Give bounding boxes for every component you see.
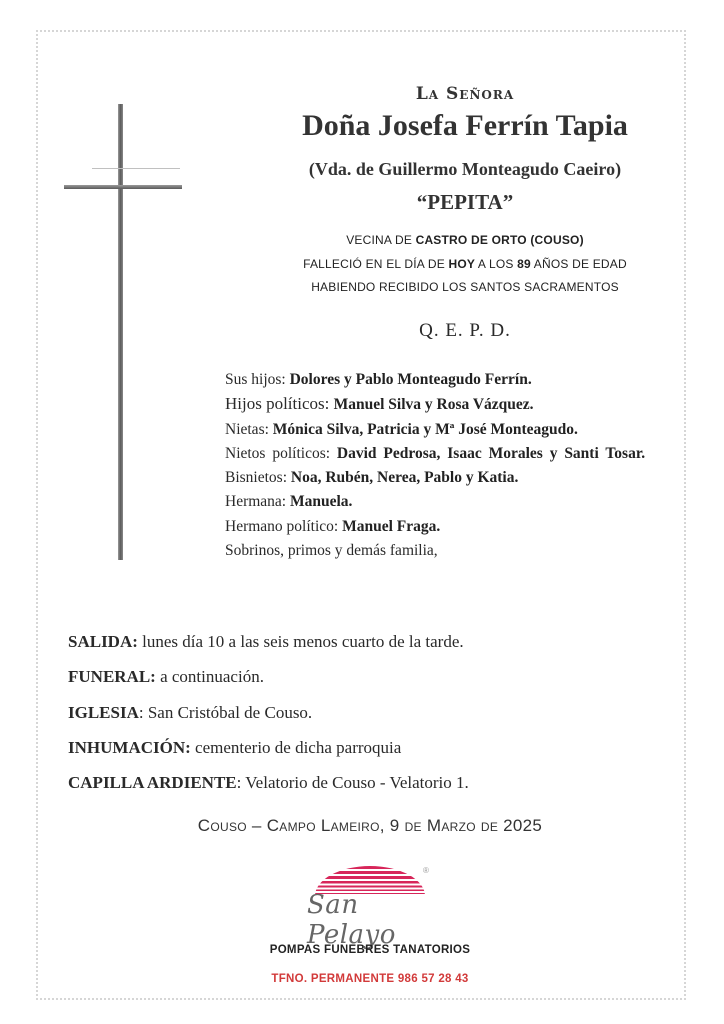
company-logo: ® San Pelayo	[295, 858, 445, 938]
qepd: Q. E. P. D.	[419, 320, 511, 341]
service-capilla: CAPILLA ARDIENTE: Velatorio de Couso - Velatorio 1.	[68, 773, 469, 792]
logo-text: San Pelayo	[307, 890, 396, 950]
family-list	[225, 368, 675, 563]
place-date: Couso – Campo Lameiro, 9 de Marzo de 2025	[197, 816, 543, 835]
family-row: Hermano político: Manuel Fraga.	[225, 517, 441, 535]
family-row: Nietas: Mónica Silva, Patricia y Mª José Monteagudo.	[225, 420, 578, 438]
phone-line: TFNO. PERMANENTE 986 57 28 43	[271, 973, 469, 985]
service-funeral: FUNERAL: a continuación.	[68, 667, 264, 686]
title-prefix: La Señora	[415, 84, 515, 104]
service-salida: SALIDA: lunes día 10 a las seis menos cuarto de la tarde.	[68, 632, 464, 651]
family-row: Sus hijos: Dolores y Pablo Monteagudo Ferrín.	[225, 371, 532, 388]
family-row: Hijos políticos: Manuel Silva y Rosa Vázquez.	[225, 394, 534, 414]
family-row: Nietos políticos: David Pedrosa, Isaac Morales y Santi Tosar.	[225, 444, 646, 462]
family-row: Sobrinos, primos y demás familia,	[225, 542, 438, 560]
sacraments-line: HABIENDO RECIBIDO LOS SANTOS SACRAMENTOS	[311, 280, 619, 294]
nickname: “PEPITA”	[416, 190, 514, 214]
residence-line: VECINA DE CASTRO DE ORTO (COUSO)	[346, 233, 584, 247]
service-inhumacion: INHUMACIÓN: cementerio de dicha parroquia	[68, 738, 402, 757]
family-row: Hermana: Manuela.	[225, 493, 353, 511]
company-tagline: POMPAS FUNEBRES TANATORIOS	[269, 944, 471, 956]
service-iglesia: IGLESIA: San Cristóbal de Couso.	[68, 703, 313, 722]
family-row: Bisnietos: Noa, Rubén, Nerea, Pablo y Katia.	[225, 469, 519, 487]
widow-of: (Vda. de Guillermo Monteagudo Caeiro)	[308, 159, 622, 179]
death-line: FALLECIÓ EN EL DÍA DE HOY A LOS 89 AÑOS DE EDAD	[303, 257, 627, 271]
deceased-name: Doña Josefa Ferrín Tapia	[302, 109, 628, 142]
